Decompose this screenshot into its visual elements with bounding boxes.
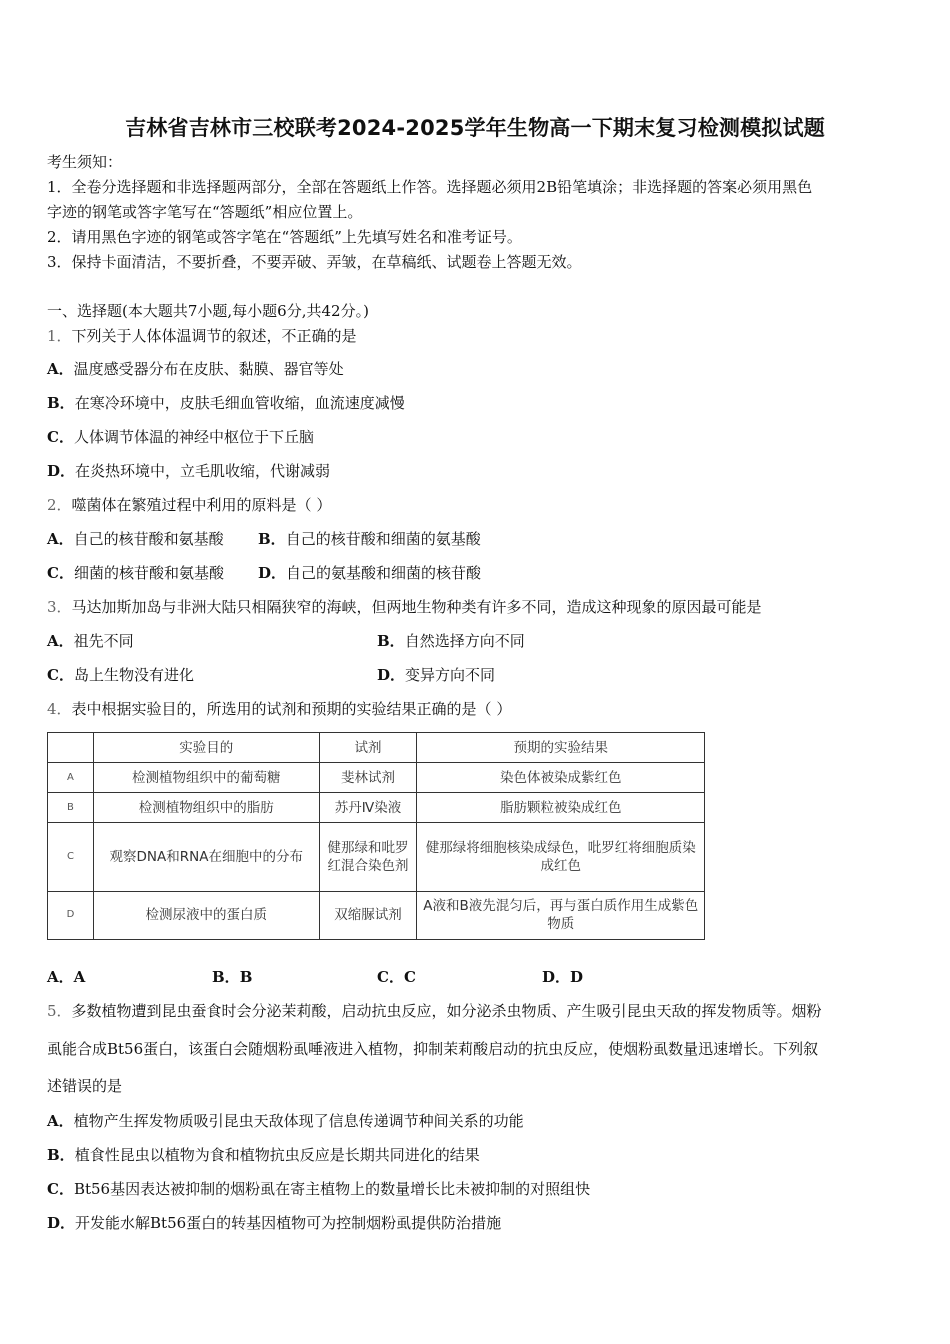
- option-text: 人体调节体温的神经中枢位于下丘脑: [73, 428, 314, 446]
- question-text: 多数植物遭到昆虫蚕食时会分泌茉莉酸，启动抗虫反应，如分泌杀虫物质、产生吸引昆虫天敌的挥发物质等。烟粉: [71, 1002, 822, 1020]
- question-2-stem: [47, 494, 331, 516]
- table-cell-purpose: 观察DNA和RNA在细胞中的分布: [93, 823, 319, 891]
- option-text: 细菌的核苷酸和氨基酸: [73, 564, 224, 582]
- option-letter: B．: [377, 632, 405, 650]
- option-letter: B．: [47, 1146, 75, 1164]
- q1-option-c[interactable]: [47, 426, 314, 448]
- notice-heading: 考生须知：: [47, 153, 123, 171]
- option-letter: B．: [212, 968, 240, 986]
- q3-option-a[interactable]: [47, 630, 134, 652]
- q5-option-d[interactable]: [47, 1212, 501, 1234]
- question-number: 4．: [47, 700, 72, 718]
- option-letter: C．: [47, 666, 74, 684]
- option-text: 在寒冷环境中，皮肤毛细血管收缩，血流速度减慢: [74, 394, 405, 412]
- q5-option-a[interactable]: [47, 1110, 524, 1132]
- option-text: 自然选择方向不同: [404, 632, 525, 650]
- table-header-cell: 预期的实验结果: [417, 733, 705, 763]
- q4-option-d[interactable]: [542, 966, 583, 988]
- q5-option-c[interactable]: [47, 1178, 590, 1200]
- option-letter: D．: [47, 1214, 76, 1232]
- option-letter: D．: [258, 564, 287, 582]
- q4-option-b[interactable]: [212, 966, 252, 988]
- question-5-stem: [47, 1000, 822, 1022]
- option-letter: D．: [377, 666, 406, 684]
- option-text: Bt56基因表达被抑制的烟粉虱在寄主植物上的数量增长比未被抑制的对照组快: [73, 1180, 591, 1198]
- q3-option-d[interactable]: [377, 664, 495, 686]
- table-cell-key: B: [48, 793, 94, 823]
- notice-line-2: 字迹的钢笔或答字笔写在“答题纸”相应位置上。: [47, 203, 363, 221]
- question-text: 噬菌体在繁殖过程中利用的原料是（ ）: [71, 496, 332, 514]
- option-text: 植物产生挥发物质吸引昆虫天敌体现了信息传递调节种间关系的功能: [73, 1112, 524, 1130]
- option-text: 变异方向不同: [405, 666, 496, 684]
- question-number: 5．: [47, 1002, 72, 1020]
- option-letter: B．: [47, 394, 75, 412]
- q2-option-b[interactable]: [258, 528, 481, 550]
- option-text: 植食性昆虫以植物为食和植物抗虫反应是长期共同进化的结果: [74, 1146, 480, 1164]
- option-text: 祖先不同: [73, 632, 134, 650]
- option-text: C: [403, 968, 416, 986]
- table-cell-reagent: 双缩脲试剂: [319, 891, 417, 939]
- table-cell-reagent: 苏丹Ⅳ染液: [319, 793, 417, 823]
- question-text: 表中根据实验目的，所选用的试剂和预期的实验结果正确的是（ ）: [71, 700, 512, 718]
- option-letter: A．: [47, 968, 74, 986]
- option-text: B: [239, 968, 253, 986]
- q3-option-c[interactable]: [47, 664, 194, 686]
- question-5-stem-line-3: 述错误的是: [47, 1077, 123, 1095]
- q1-option-d[interactable]: [47, 460, 330, 482]
- page-title: 吉林省吉林市三校联考2024-2025学年生物高一下期末复习检测模拟试题: [125, 116, 825, 140]
- option-letter: C．: [47, 564, 74, 582]
- question-number: 1．: [47, 327, 72, 345]
- table-row: [48, 763, 705, 793]
- question-number: 3．: [47, 598, 72, 616]
- table-row: [48, 891, 705, 939]
- table-cell-result: A液和B液先混匀后，再与蛋白质作用生成紫色物质: [417, 891, 705, 939]
- table-cell-purpose: 检测植物组织中的脂肪: [93, 793, 319, 823]
- table-row: [48, 823, 705, 891]
- table-cell-reagent: 斐林试剂: [319, 763, 417, 793]
- section-heading: 一、选择题(本大题共7小题,每小题6分,共42分。): [47, 302, 369, 320]
- table-cell-purpose: 检测尿液中的蛋白质: [93, 891, 319, 939]
- option-text: 温度感受器分布在皮肤、黏膜、器官等处: [73, 360, 344, 378]
- question-text: 下列关于人体体温调节的叙述，不正确的是: [71, 327, 357, 345]
- option-letter: B．: [258, 530, 286, 548]
- experiment-table: [47, 732, 705, 940]
- option-letter: A．: [47, 360, 74, 378]
- q2-option-c[interactable]: [47, 562, 224, 584]
- notice-line-1: 1．全卷分选择题和非选择题两部分，全部在答题纸上作答。选择题必须用2B铅笔填涂；非选择题的答案必须用黑色: [47, 178, 813, 196]
- table-cell-key: C: [48, 823, 94, 891]
- table-cell-key: A: [48, 763, 94, 793]
- question-3-stem: [47, 596, 762, 618]
- option-text: D: [570, 968, 584, 986]
- question-number: 2．: [47, 496, 72, 514]
- q5-option-b[interactable]: [47, 1144, 480, 1166]
- table-header-cell: 试剂: [319, 733, 417, 763]
- option-text: 开发能水解Bt56蛋白的转基因植物可为控制烟粉虱提供防治措施: [75, 1214, 502, 1232]
- table-header-cell: 实验目的: [93, 733, 319, 763]
- option-letter: D．: [47, 462, 76, 480]
- option-letter: A．: [47, 530, 74, 548]
- option-letter: A．: [47, 1112, 74, 1130]
- option-letter: D．: [542, 968, 571, 986]
- option-text: 岛上生物没有进化: [73, 666, 194, 684]
- table-cell-reagent: 健那绿和吡罗红混合染色剂: [319, 823, 417, 891]
- notice-line-3: 2．请用黑色字迹的钢笔或答字笔在“答题纸”上先填写姓名和准考证号。: [47, 228, 522, 246]
- option-text: 在炎热环境中，立毛肌收缩，代谢减弱: [75, 462, 331, 480]
- option-letter: C．: [377, 968, 404, 986]
- question-4-stem: [47, 698, 511, 720]
- option-text: 自己的核苷酸和氨基酸: [73, 530, 224, 548]
- q2-option-a[interactable]: [47, 528, 224, 550]
- q2-option-d[interactable]: [258, 562, 481, 584]
- table-cell-result: 健那绿将细胞核染成绿色，吡罗红将细胞质染成红色: [417, 823, 705, 891]
- option-letter: C．: [47, 428, 74, 446]
- table-cell-result: 染色体被染成紫红色: [417, 763, 705, 793]
- table-row: [48, 793, 705, 823]
- q1-option-a[interactable]: [47, 358, 344, 380]
- question-1-stem: [47, 325, 357, 347]
- table-cell-result: 脂肪颗粒被染成红色: [417, 793, 705, 823]
- option-text: 自己的核苷酸和细菌的氨基酸: [285, 530, 481, 548]
- option-text: A: [73, 968, 86, 986]
- q3-option-b[interactable]: [377, 630, 525, 652]
- q1-option-b[interactable]: [47, 392, 405, 414]
- question-text: 马达加斯加岛与非洲大陆只相隔狭窄的海峡，但两地生物种类有许多不同，造成这种现象的原因最可能是: [71, 598, 762, 616]
- table-cell-key: D: [48, 891, 94, 939]
- table-header-cell: [48, 733, 94, 763]
- option-text: 自己的氨基酸和细菌的核苷酸: [286, 564, 482, 582]
- question-5-stem-line-2: 虱能合成Bt56蛋白，该蛋白会随烟粉虱唾液进入植物，抑制茉莉酸启动的抗虫反应，使烟粉虱数量迅速增长。下列叙: [47, 1040, 819, 1058]
- table-cell-purpose: 检测植物组织中的葡萄糖: [93, 763, 319, 793]
- q4-option-c[interactable]: [377, 966, 416, 988]
- table-header-row: [48, 733, 705, 763]
- notice-line-4: 3．保持卡面清洁，不要折叠，不要弄破、弄皱，在草稿纸、试题卷上答题无效。: [47, 253, 582, 271]
- option-letter: A．: [47, 632, 74, 650]
- option-letter: C．: [47, 1180, 74, 1198]
- q4-option-a[interactable]: [47, 966, 85, 988]
